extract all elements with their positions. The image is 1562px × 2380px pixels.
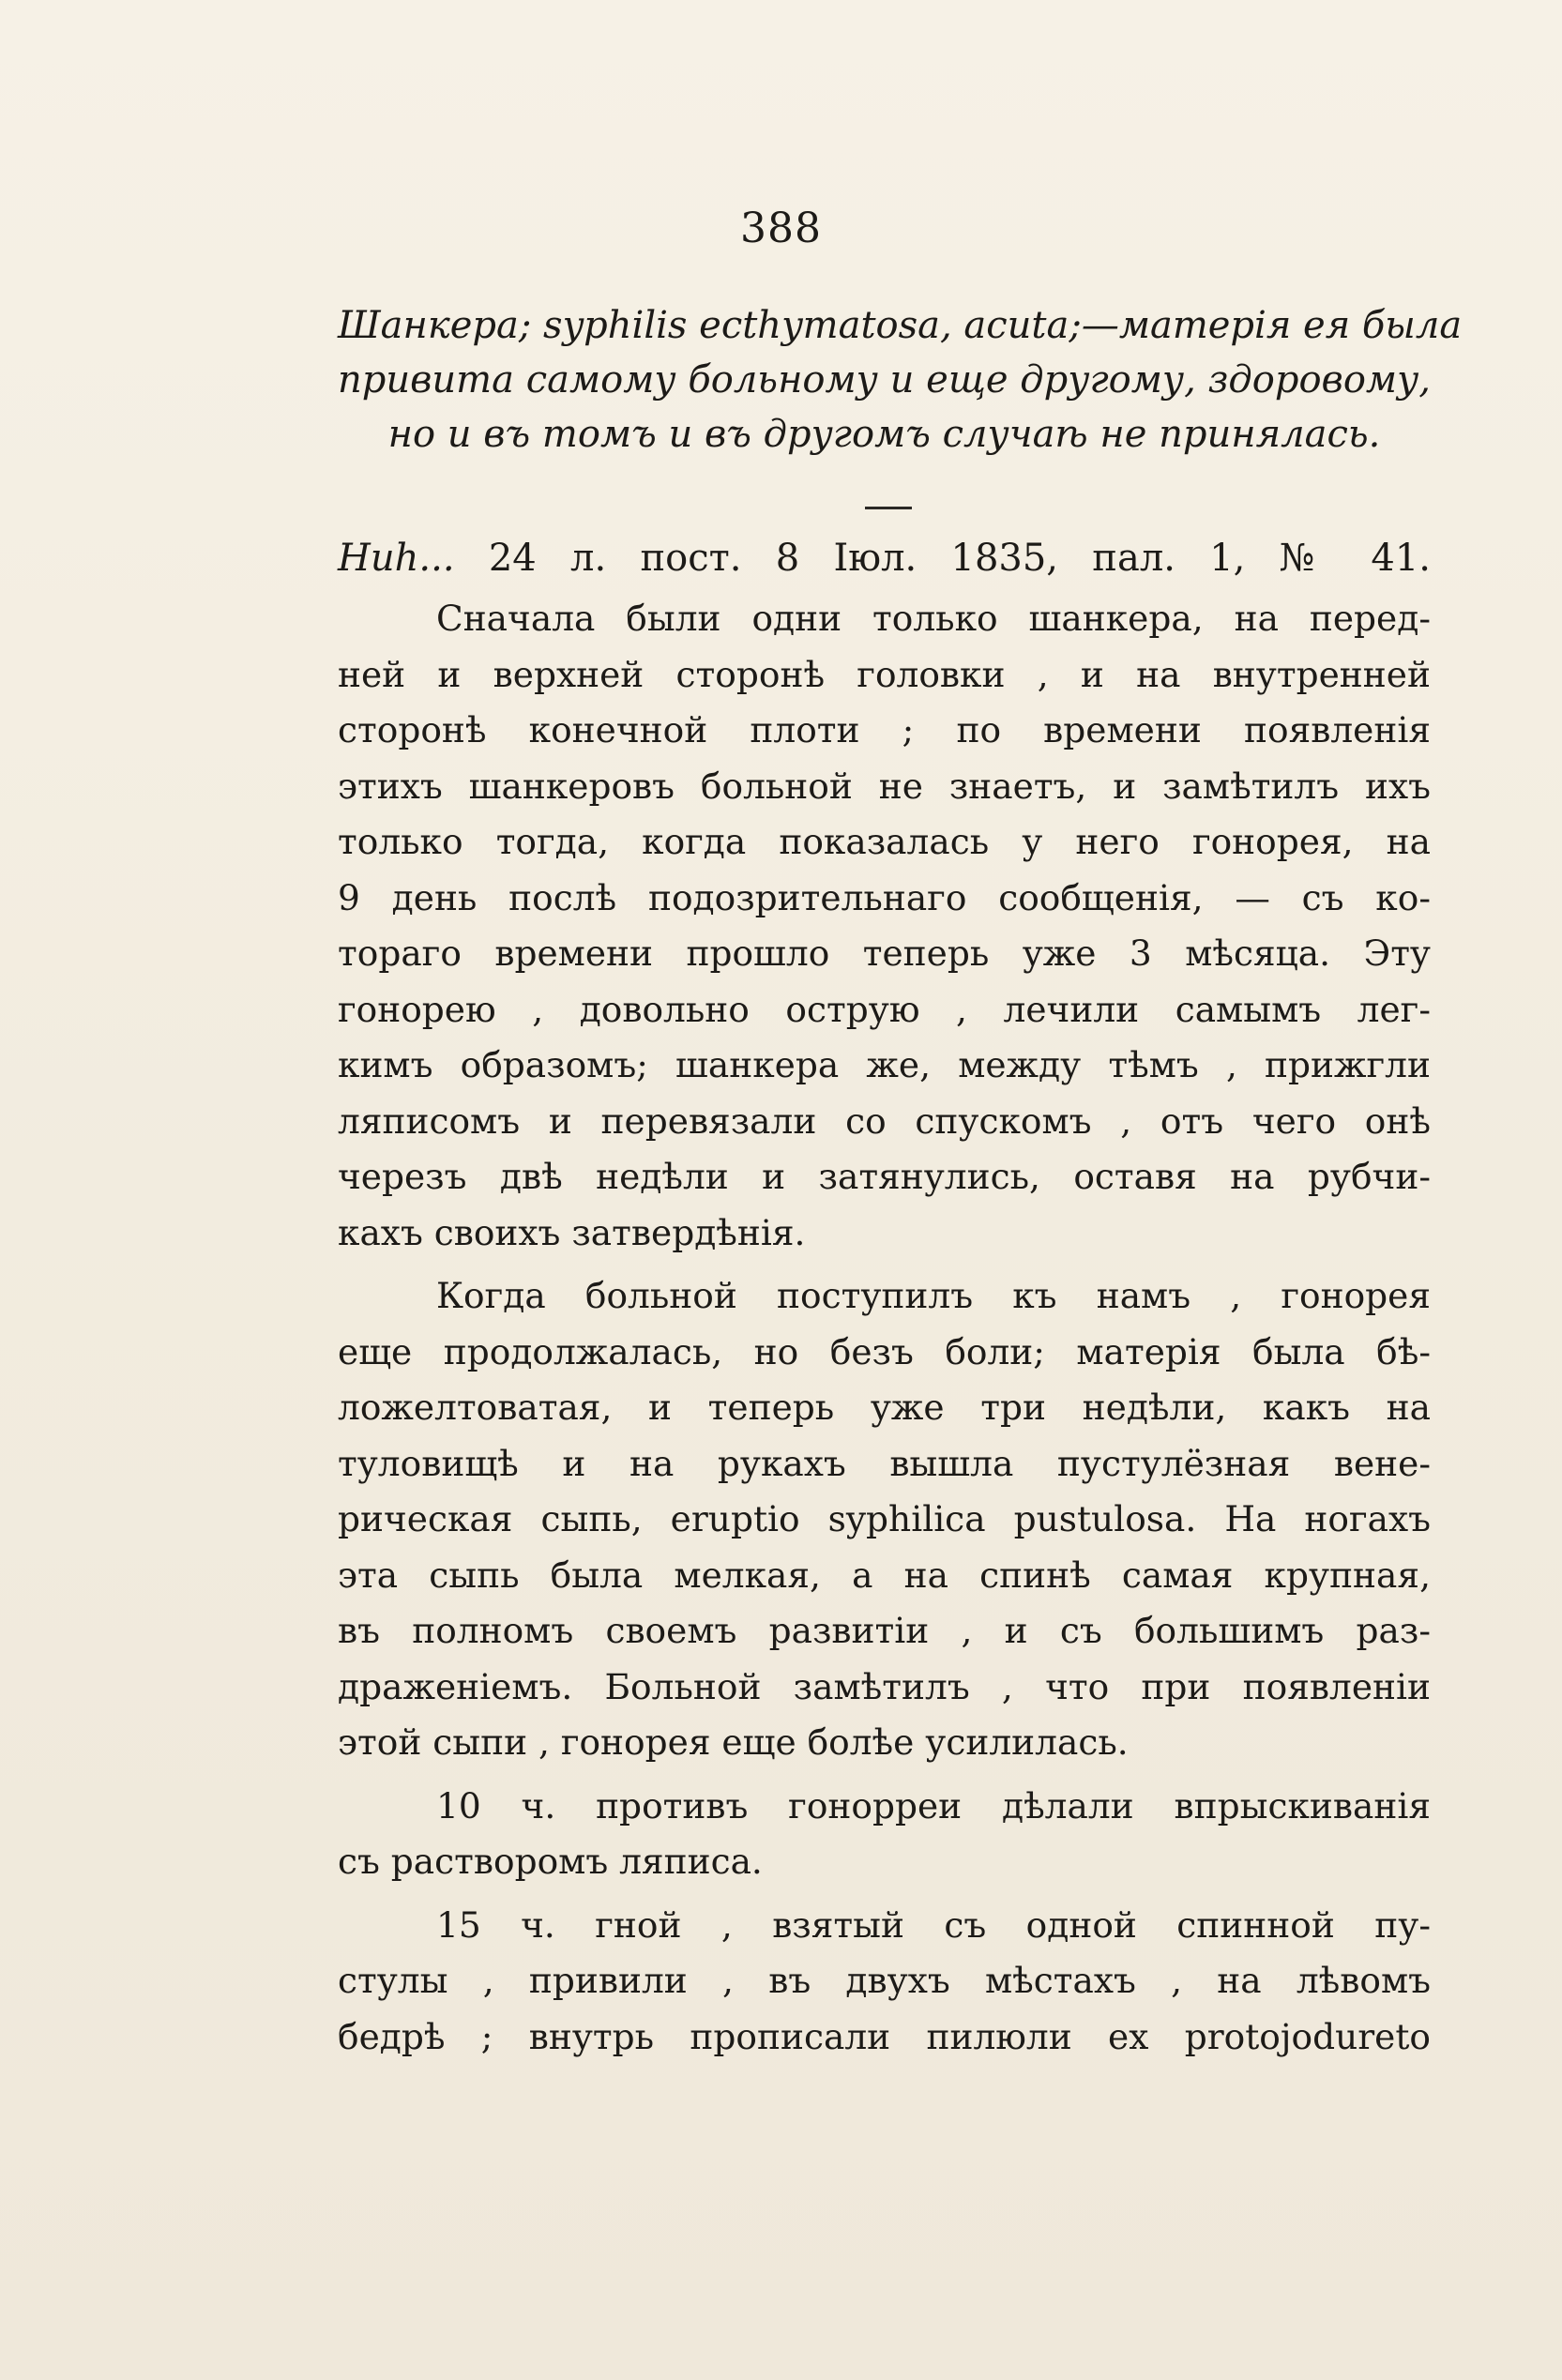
text-line: съ растворомъ ляписа. (338, 1841, 763, 1882)
case-header (338, 535, 1431, 582)
text-line: туловищѣ и на рукахъ вышла пустулёзная вене- (338, 1442, 1431, 1484)
text-line: гонорею , довольно острую , лечили самымъ лег- (338, 988, 1431, 1030)
text-line: черезъ двѣ недѣли и затянулись, оставя на рубчи- (338, 1156, 1431, 1197)
text-line: Сначала были одни только шанкера, на перед- (436, 598, 1431, 639)
text-line: 9 день послѣ подозрительнаго сообщенія, — съ ко- (338, 876, 1431, 918)
text-line: въ полномъ своемъ развитіи , и съ большимъ раз- (338, 1610, 1431, 1651)
text-line: ней и верхней сторонѣ головки , и на внутренней (338, 653, 1431, 695)
text-line: стулы , привили , въ двухъ мѣстахъ , на лѣвомъ (338, 1960, 1431, 2001)
text-line: сторонѣ конечной плоти ; по времени появленія (338, 709, 1431, 750)
text-line: драженіемъ. Больной замѣтилъ , что при появленіи (338, 1665, 1431, 1707)
case-summary (338, 298, 1463, 462)
patient-name: Ниh... (338, 537, 455, 580)
text-line: кахъ своихъ затвердѣнія. (338, 1211, 806, 1253)
text-line: тораго времени прошло теперь уже 3 мѣсяца. Эту (338, 932, 1431, 974)
text-line: эта сыпь была мелкая, а на спинѣ самая крупная, (338, 1554, 1431, 1596)
section-separator (865, 507, 912, 509)
text-line: этихъ шанкеровъ больной не знаетъ, и замѣтилъ ихъ (338, 765, 1431, 807)
text-line: кимъ образомъ; шанкера же, между тѣмъ , прижгли (338, 1044, 1431, 1085)
summary-line: но и въ томъ и въ другомъ случаѣ не принялась. (387, 413, 1381, 456)
case-body (338, 591, 1431, 2065)
summary-line: Шанкера; syphilis ecthymatosa, acuta;—матерія ея была (338, 304, 1463, 347)
paragraph (338, 591, 1431, 1261)
text-line: 10 ч. противъ гонорреи дѣлали впрыскиванія (436, 1784, 1431, 1827)
text-line: рическая сыпь, eruptio syphilica pustulosa. На ногахъ (338, 1498, 1431, 1539)
text-line: этой сыпи , гонорея еще болѣе усилилась. (338, 1721, 1129, 1763)
text-line: 15 ч. гной , взятый съ одной спинной пу- (436, 1903, 1431, 1946)
paragraph (338, 1268, 1431, 1771)
case-details: 24 л. пост. 8 Іюл. 1835, пал. 1, № 41. (488, 537, 1432, 580)
text-line: Когда больной поступилъ къ намъ , гонорея (436, 1275, 1431, 1316)
text-line: бедрѣ ; внутрь прописали пилюли ex protojodureto (338, 2015, 1431, 2057)
page-number: 388 (740, 205, 822, 252)
text-line: только тогда, когда показалась у него гонорея, на (338, 821, 1431, 862)
text-line: ложелтоватая, и теперь уже три недѣли, какъ на (338, 1387, 1431, 1428)
summary-line: привита самому больному и еще другому, здоровому, (338, 358, 1431, 402)
paragraph (338, 1898, 1431, 2066)
paragraph (338, 1779, 1431, 1890)
text-line: еще продолжалась, но безъ боли; матерія была бѣ- (338, 1330, 1431, 1372)
text-line: ляписомъ и перевязали со спускомъ , отъ чего онѣ (338, 1099, 1431, 1142)
